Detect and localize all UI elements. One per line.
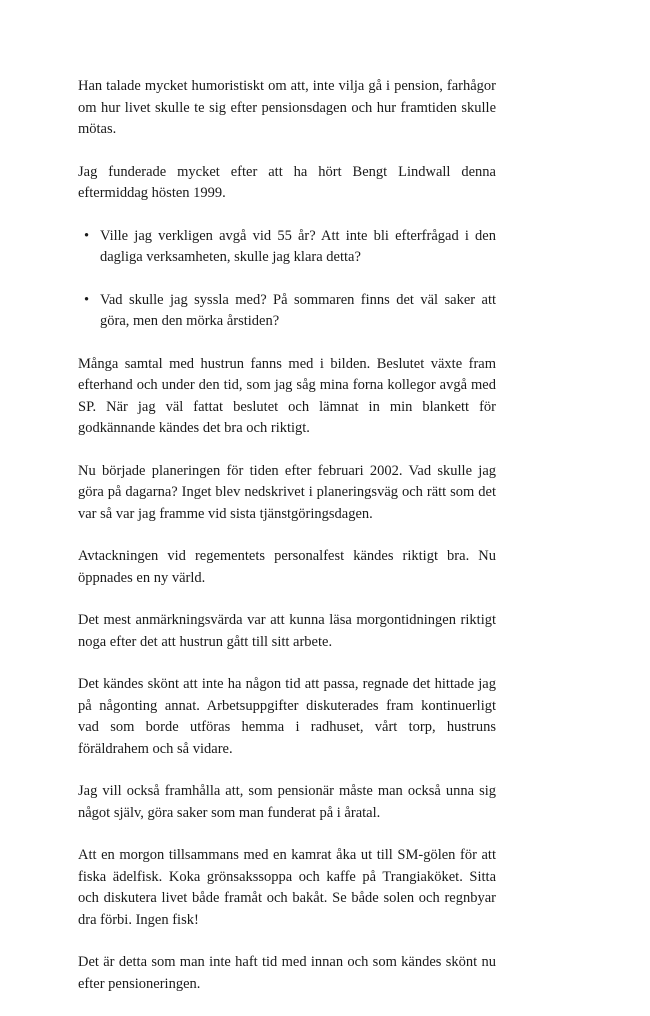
paragraph: Han talade mycket humoristiskt om att, inte vilja gå i pension, farhågor om hur livet skulle te sig efter pensionsdagen och hur framtiden skulle mötas. bbox=[78, 78, 496, 137]
bullet-list bbox=[78, 226, 496, 333]
paragraph: Det kändes skönt att inte ha någon tid att passa, regnade det hittade jag på någonting annat. Arbetsuppgifter diskuterades fram kontinuerligt vad som borde utföras hemma i radhuset, vårt torp, hustruns föräldrahem och så vidare. bbox=[78, 676, 496, 757]
document-page bbox=[78, 76, 496, 1016]
paragraph: Det mest anmärkningsvärda var att kunna läsa morgontidningen riktigt noga efter det att hustrun gått till sitt arbete. bbox=[78, 612, 496, 650]
paragraph: Nu började planeringen för tiden efter februari 2002. Vad skulle jag göra på dagarna? Inget blev nedskrivet i planeringsväg och rätt som det var så var jag framme vid sista tjänstgöringsdagen. bbox=[78, 462, 496, 522]
list-item bbox=[78, 290, 496, 333]
list-item-text: Ville jag verkligen avgå vid 55 år? Att inte bli efterfrågad i den dagliga verksamheten, skulle jag klara detta? bbox=[100, 227, 496, 265]
paragraph: Många samtal med hustrun fanns med i bilden. Beslutet växte fram efterhand och under den tid, som jag såg mina forna kollegor avgå med SP. När jag väl fattat beslutet och lämnat in min blankett för godkännande kändes det bra och riktigt. bbox=[78, 355, 496, 436]
paragraph: Avtackningen vid regementets personalfest kändes riktigt bra. Nu öppnades en ny värld. bbox=[78, 548, 496, 586]
paragraph: Att en morgon tillsammans med en kamrat åka ut till SM-gölen för att fiska ädelfisk. Koka grönsakssoppa och kaffe på Trangiaköket. Sitta och diskutera livet både framåt och bakåt. Se både solen och regnbyar dra förbi. Ingen fisk! bbox=[78, 847, 496, 928]
list-item bbox=[78, 226, 496, 269]
bullet-icon: • bbox=[84, 291, 90, 308]
paragraph: Jag funderade mycket efter att ha hört Bengt Lindwall denna eftermiddag hösten 1999. bbox=[78, 163, 496, 201]
paragraph: Jag vill också framhålla att, som pensionär måste man också unna sig något själv, göra saker som man funderat på i åratal. bbox=[78, 783, 496, 821]
paragraph: Det är detta som man inte haft tid med innan och som kändes skönt nu efter pensioneringen. bbox=[78, 954, 496, 992]
bullet-icon: • bbox=[84, 227, 90, 244]
list-item-text: Vad skulle jag syssla med? På sommaren finns det väl saker att göra, men den mörka årstiden? bbox=[100, 291, 496, 329]
